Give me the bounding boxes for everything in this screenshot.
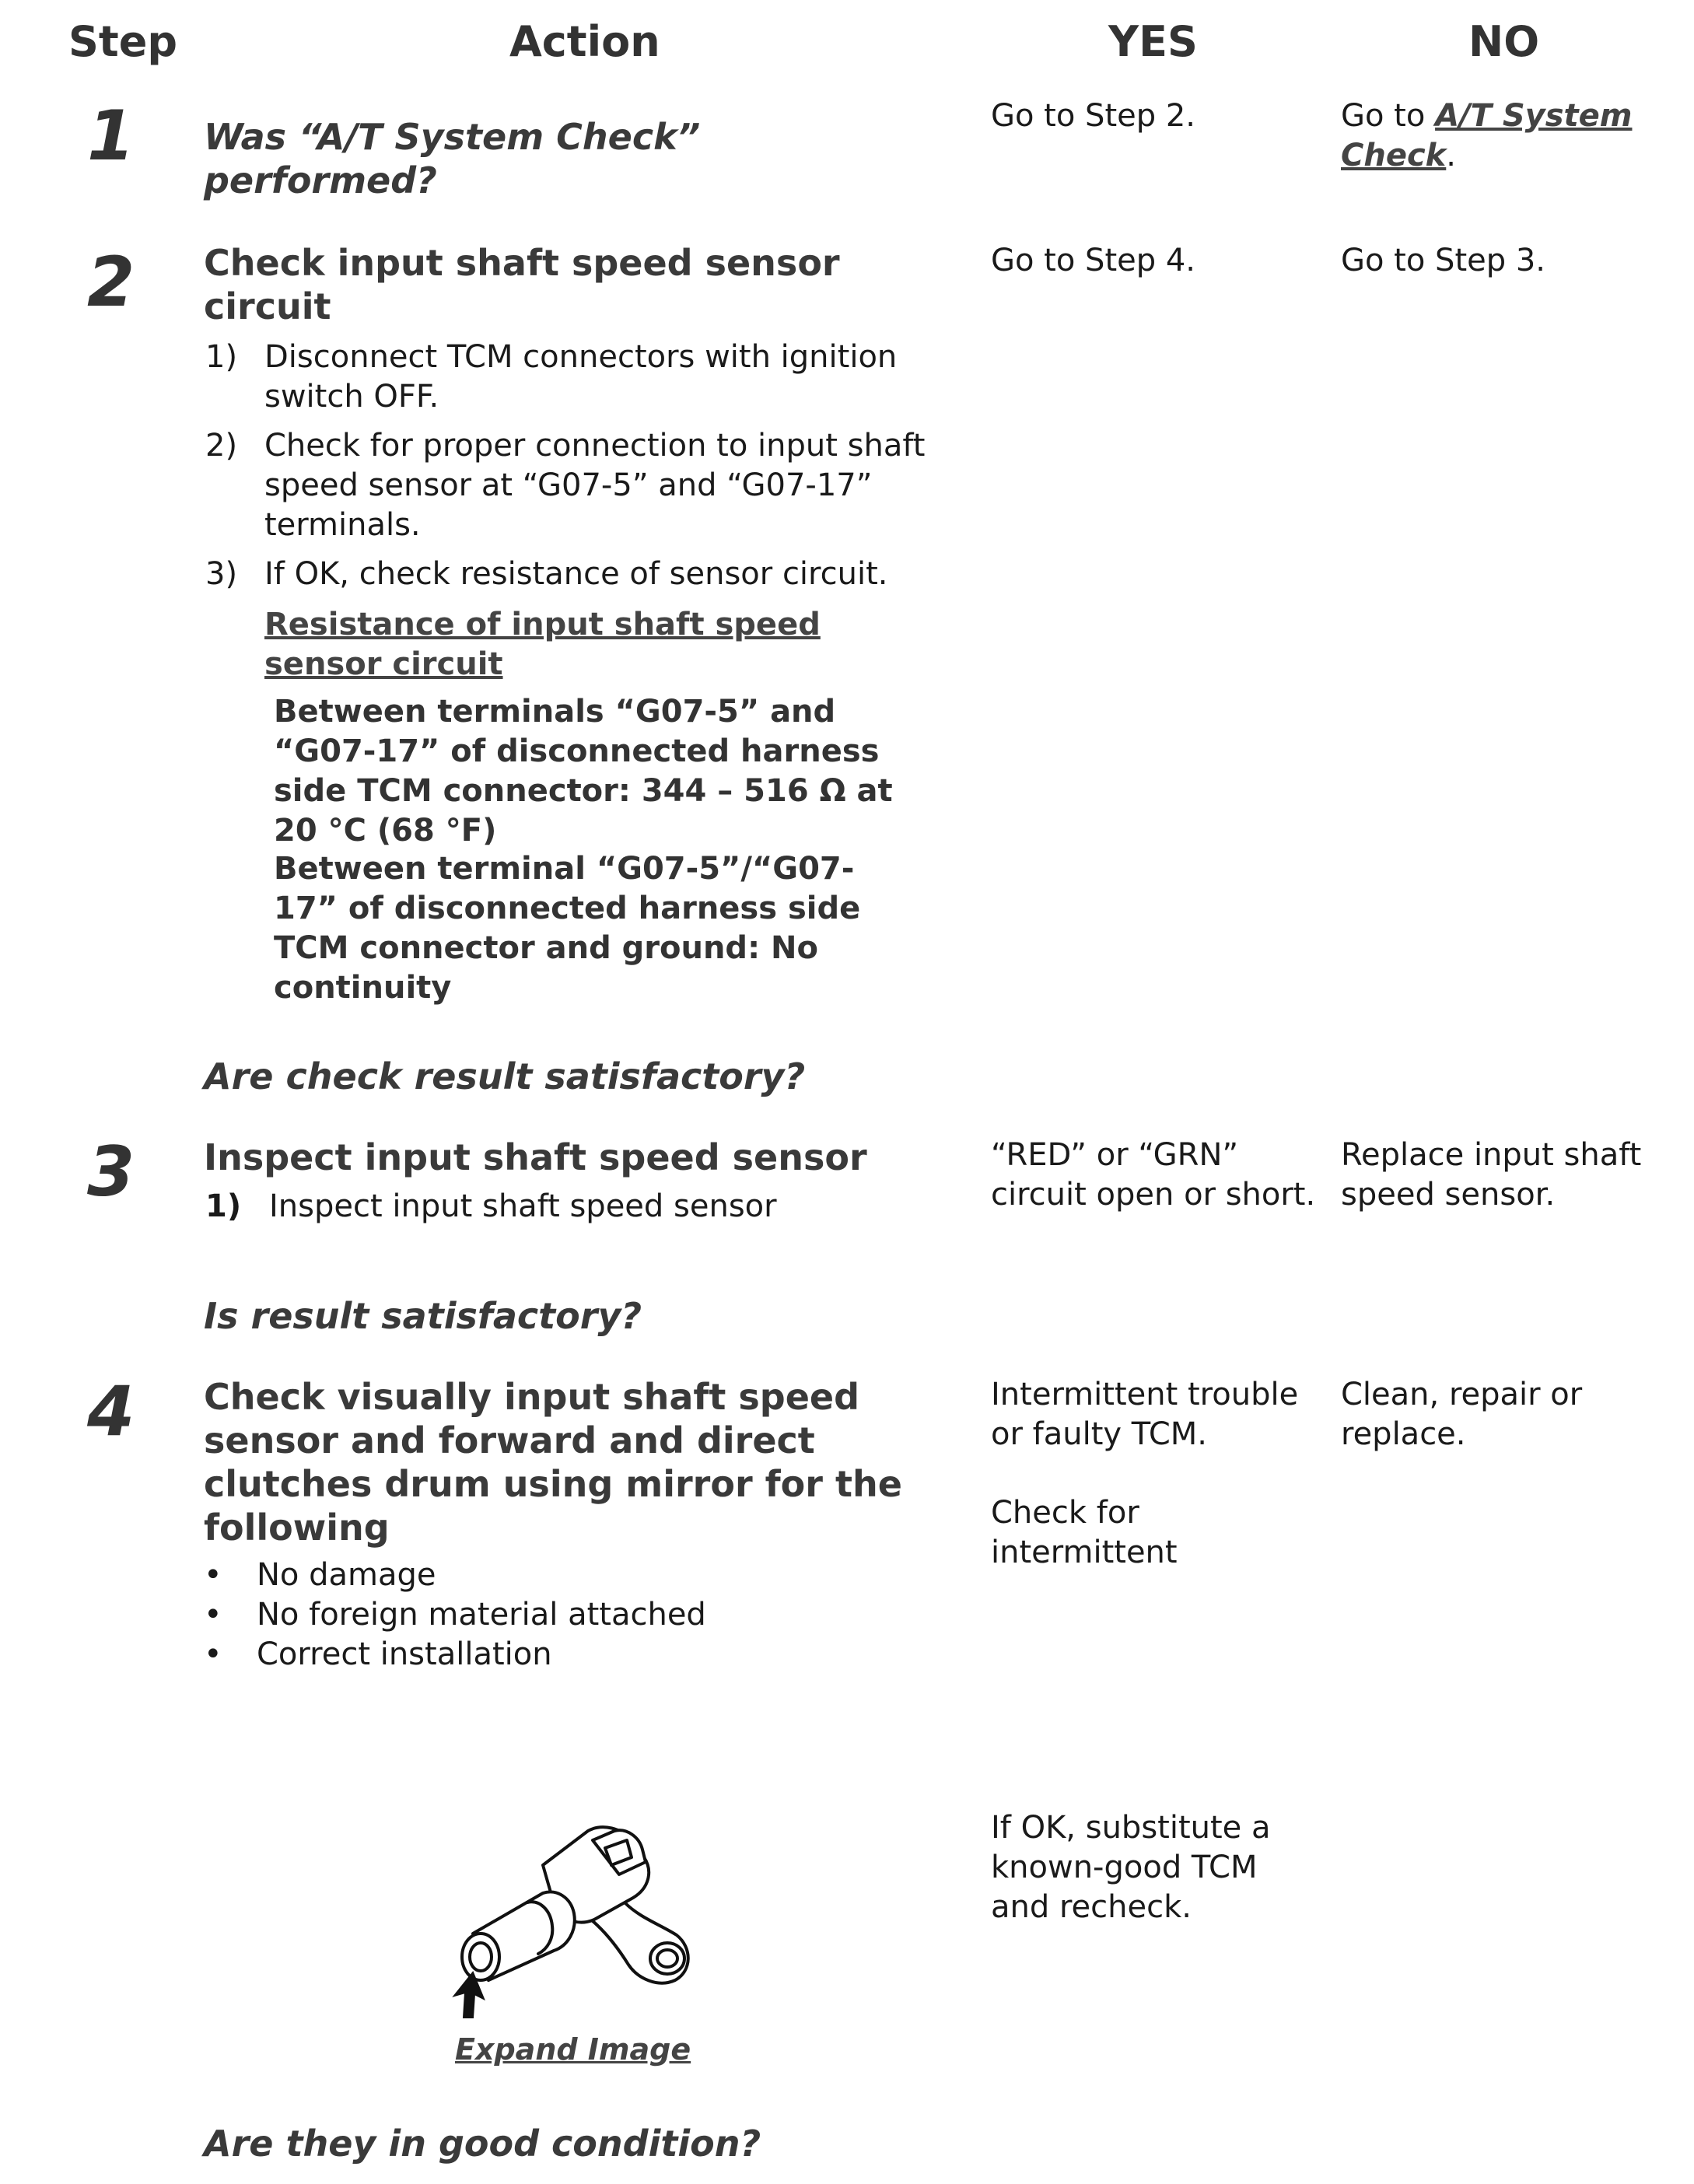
bullet-dot: • xyxy=(204,1597,222,1633)
step-1-no-prefix: Go to xyxy=(1341,98,1436,134)
step-2-yes: Go to Step 4. xyxy=(991,243,1196,278)
step-2-no: Go to Step 3. xyxy=(1341,243,1546,278)
bullet-item xyxy=(204,1556,966,1595)
step-4-bullets xyxy=(204,1556,966,1675)
header-step: Step xyxy=(68,17,177,66)
sensor-tip-inner xyxy=(470,1943,492,1971)
bullet-dot: • xyxy=(204,1636,222,1672)
at-system-check-link[interactable]: A/T System Check xyxy=(1341,98,1633,173)
speed-sensor-drawing xyxy=(450,1817,714,2019)
step-2-substep-1 xyxy=(205,338,968,417)
header-yes: YES xyxy=(1108,17,1198,66)
substep-number: 1) xyxy=(205,339,238,375)
bullet-text: No foreign material attached xyxy=(257,1597,706,1633)
step-3-substep-1 xyxy=(205,1187,968,1227)
step-2-question: Are check result satisfactory? xyxy=(204,1055,806,1097)
step-1-yes: Go to Step 2. xyxy=(991,98,1196,134)
step-1-no-suffix: . xyxy=(1446,138,1456,173)
step-4-number: 4 xyxy=(87,1371,135,1451)
step-3-number: 3 xyxy=(87,1132,135,1212)
step-4-title: Check visually input shaft speed sensor and forward and direct clutches drum using mirror for the following xyxy=(204,1376,902,1549)
substep-text: Inspect input shaft speed sensor xyxy=(269,1188,777,1224)
step-1-number: 1 xyxy=(87,96,135,176)
bullet-text: Correct installation xyxy=(257,1636,552,1672)
bullet-item xyxy=(204,1595,966,1635)
step-1-no xyxy=(1341,96,1683,176)
step-4-question: Are they in good condition? xyxy=(204,2123,761,2165)
sensor-illustration[interactable] xyxy=(450,1817,714,2019)
step-4-yes-3: If OK, substitute a known-good TCM and recheck. xyxy=(991,1810,1271,1925)
substep-text: Check for proper connection to input shaft speed sensor at “G07-5” and “G07-17” terminals. xyxy=(264,428,926,543)
resistance-spec-1: Between terminals “G07-5” and “G07-17” of disconnected harness side TCM connector: 344 – 516 Ω at 20 °C (68 °F) xyxy=(274,694,893,849)
header-no: NO xyxy=(1468,17,1540,66)
substep-number: 3) xyxy=(205,556,238,592)
step-4-no: Clean, repair or replace. xyxy=(1341,1377,1583,1452)
bullet-text: No damage xyxy=(257,1557,436,1593)
step-3-no: Replace input shaft speed sensor. xyxy=(1341,1137,1642,1213)
step-2-substeps xyxy=(205,338,968,594)
step-3-yes: “RED” or “GRN” circuit open or short. xyxy=(991,1137,1316,1213)
step-2-number: 2 xyxy=(87,242,135,322)
step-3-title: Inspect input shaft speed sensor xyxy=(204,1136,867,1178)
substep-text: Disconnect TCM connectors with ignition switch OFF. xyxy=(264,339,898,415)
header-action: Action xyxy=(509,17,660,66)
substep-number: 2) xyxy=(205,428,238,464)
bullet-dot: • xyxy=(204,1557,222,1593)
resistance-spec-2: Between terminal “G07-5”/“G07-17” of disconnected harness side TCM connector and ground: No continuity xyxy=(274,851,861,1006)
step-2-title: Check input shaft speed sensor circuit xyxy=(204,242,840,327)
bullet-item xyxy=(204,1635,966,1675)
step-2-substep-3 xyxy=(205,555,968,594)
step-4-yes-1: Intermittent trouble or faulty TCM. xyxy=(991,1377,1299,1452)
mounting-hole-inner xyxy=(657,1950,677,1967)
substep-number: 1) xyxy=(205,1188,242,1224)
step-2-substep-2 xyxy=(205,426,968,545)
resistance-spec-title: Resistance of input shaft speed sensor circuit xyxy=(264,607,821,682)
substep-text: If OK, check resistance of sensor circuit. xyxy=(264,556,888,592)
step-3-question: Is result satisfactory? xyxy=(204,1295,642,1337)
step-1-title: Was “A/T System Check” performed? xyxy=(204,116,701,201)
step-4-yes-2: Check for intermittent xyxy=(991,1495,1178,1570)
expand-image-link[interactable]: Expand Image xyxy=(455,2032,691,2067)
